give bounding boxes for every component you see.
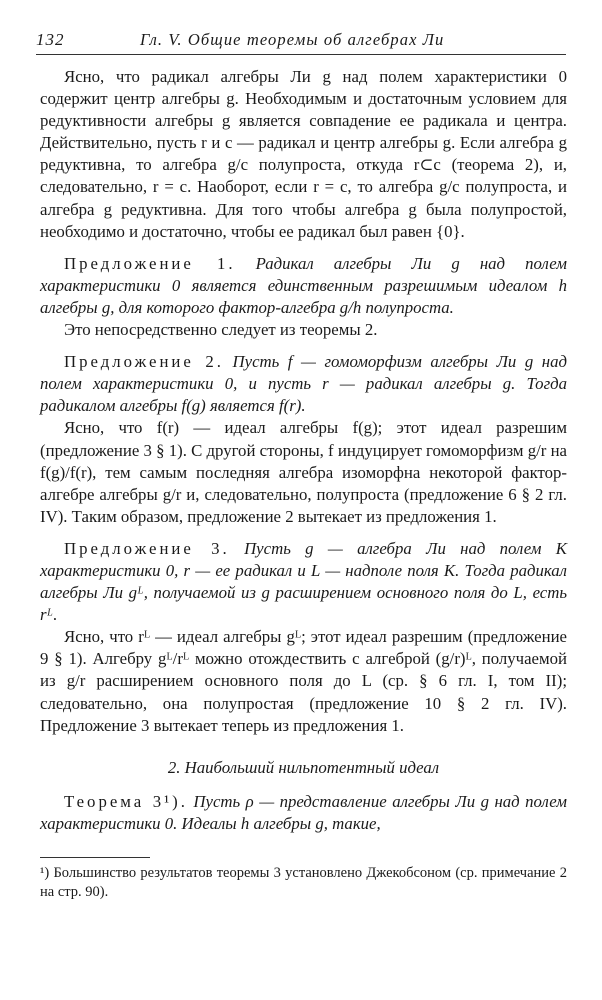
footnote: ¹) Большинство результатов теоремы 3 установлено Джекобсоном (ср. примечание 2 на стр. 90). — [40, 865, 567, 900]
proof-proposition-3: Ясно, что rᴸ — идеал алгебры gᴸ; этот идеал разрешим (предложение 9 § 1). Алгебру gᴸ/rᴸ можно отождествить с алгеброй (g/r)ᴸ, получаемой из g/r расширением основного поля до L (ср. § 6 гл. I, том II); следовательно, она полупростая (предложение 10 § 2 гл. IV). Предложение 3 вытекает теперь из предложения 1. — [40, 627, 567, 735]
proposition-2-text: Пусть f — гомоморфизм алгебры Ли g над полем характеристики 0, и пусть r — радикал алгебры g. Тогда радикалом алгебры f(g) является f(r). — [40, 352, 567, 416]
proposition-3-text: Пусть g — алгебра Ли над полем K характеристики 0, r — ее радикал и L — надполе поля K. Тогда радикал алгебры Ли gᴸ, получаемой из g расширением основного поля до L, есть rᴸ. — [40, 538, 567, 625]
proposition-2 — [40, 351, 567, 417]
footnote-divider — [40, 857, 150, 858]
theorem-3 — [40, 791, 567, 835]
proposition-1-label: Предложение 1. — [64, 253, 236, 273]
proposition-1-text: Радикал алгебры Ли g над полем характеристики 0 является единственным разрешимым идеалом h алгебры g, для которого фактор-алгебра g/h полупроста. — [40, 253, 567, 317]
section-title: 2. Наибольший нильпотентный идеал — [167, 757, 440, 777]
proof-proposition-2: Ясно, что f(r) — идеал алгебры f(g); этот идеал разрешим (предложение 3 § 1). С другой стороны, f индуцирует гомоморфизм g/r на f(g)/f(r), тем самым последняя алгебра изоморфна некоторой фактор-алгебре алгебры g/r и, следовательно, полупроста (предложение 6 § 2 гл. IV). Таким образом, предложение 2 вытекает из предложения 1. — [40, 418, 567, 526]
theorem-3-label: Теорема 3¹). — [64, 791, 188, 811]
running-title: Гл. V. Общие теоремы об алгебрах Ли — [140, 30, 445, 49]
main-text — [40, 66, 567, 835]
proof-proposition-1: Это непосредственно следует из теоремы 2. — [64, 320, 378, 340]
theorem-3-text: Пусть ρ — представление алгебры Ли g над полем характеристики 0. Идеалы h алгебры g, такие, — [40, 791, 567, 833]
proposition-3 — [40, 538, 567, 626]
proposition-3-label: Предложение 3. — [64, 538, 230, 558]
proposition-2-label: Предложение 2. — [64, 352, 224, 372]
page-header — [36, 30, 566, 55]
proposition-1 — [40, 253, 567, 319]
paragraph-radical-center: Ясно, что радикал алгебры Ли g над полем характеристики 0 содержит центр алгебры g. Необходимым и достаточным условием для редуктивности алгебры g является совпадение ее радикала и центра. Действительно, пусть r и c — радикал и центр алгебры g. Если алгебра g редуктивна, то алгебра g/c полупроста, откуда r⊂c (теорема 2), и, следовательно, r = c. Наоборот, если r = c, то алгебра g/c полупроста, и алгебра g редуктивна. Для того чтобы алгебра g была полупростой, необходимо и достаточно, чтобы ее радикал был равен {0}. — [40, 67, 567, 241]
page-number: 132 — [36, 30, 65, 49]
